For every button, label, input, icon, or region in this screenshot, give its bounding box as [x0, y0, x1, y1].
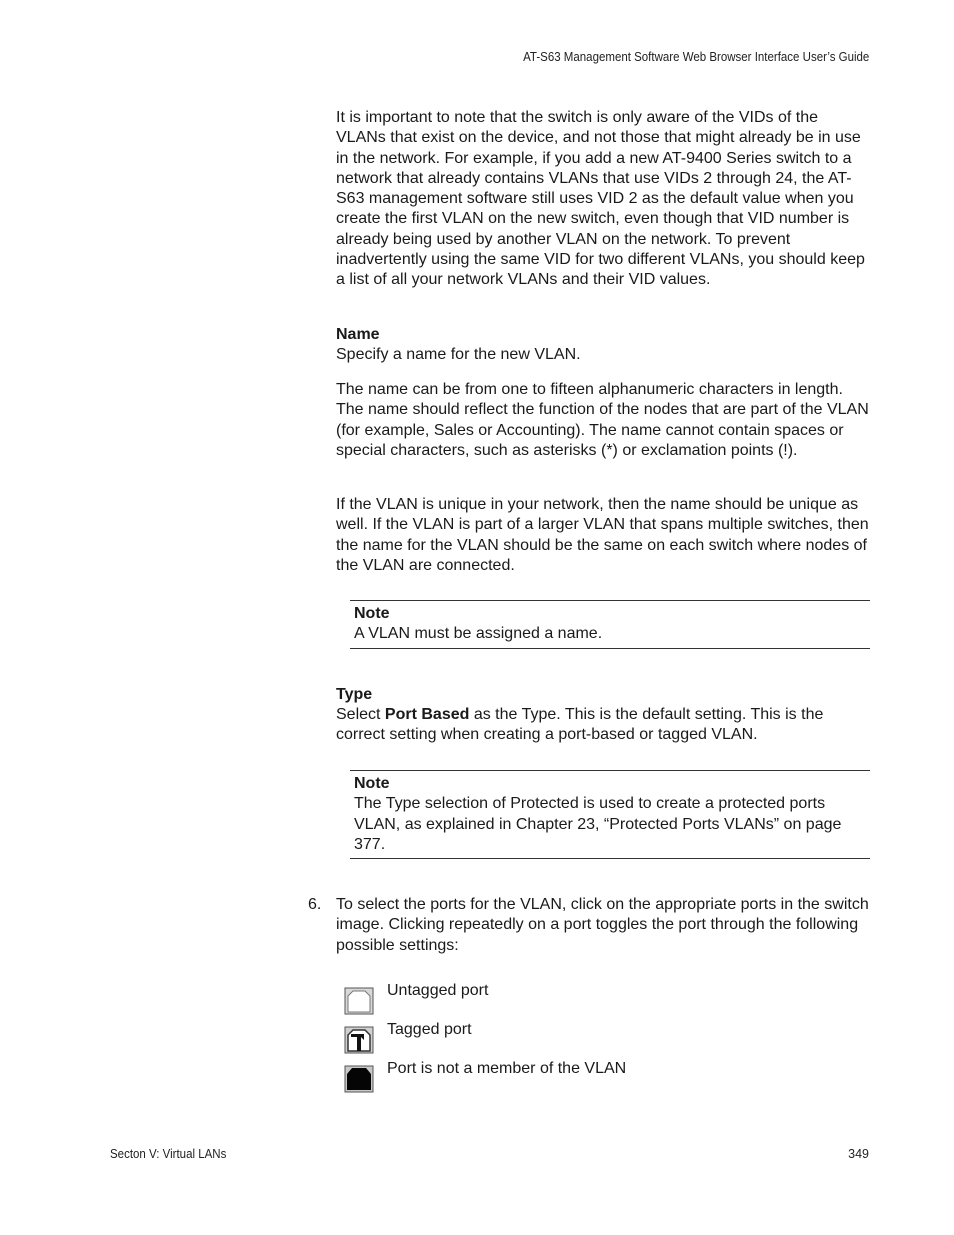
note-box-2	[350, 770, 870, 859]
untagged-port-icon	[344, 987, 374, 1015]
name-description: Specify a name for the new VLAN.	[336, 346, 581, 363]
note-text: The Type selection of Protected is used to create a protected ports VLAN, as explained in Chapter 23, “Protected Ports VLANs” on page 377.	[354, 795, 842, 853]
legend-item-tagged	[344, 1021, 472, 1054]
legend-label: Untagged port	[387, 982, 489, 999]
note-text: A VLAN must be assigned a name.	[354, 625, 603, 643]
step-number: 6.	[308, 896, 322, 913]
type-text-suffix: as the Type. This is the default setting. This is the correct setting when creating a port-based or tagged VLAN.	[336, 706, 824, 744]
type-text-prefix: Select	[336, 706, 385, 723]
legend-item-non-member	[344, 1060, 627, 1093]
name-heading: Name	[336, 326, 380, 343]
type-text-bold: Port Based	[384, 706, 470, 723]
legend-item-untagged	[344, 982, 489, 1015]
name-paragraph-2: If the VLAN is unique in your network, then the name should be unique as well. If the VLAN is part of a larger VLAN that spans multiple switches, then the name for the VLAN should be the same on each switch where nodes of the VLAN are connected.	[336, 496, 869, 574]
legend-label: Port is not a member of the VLAN	[387, 1060, 627, 1077]
intro-paragraph: It is important to note that the switch is only aware of the VIDs of the VLANs that exist on the device, and not those that might already be in use in the network. For example, if you add a new AT-9400 Series switch to a network that already contains VLANs that use VIDs 2 through 24, the AT-S63 management software still uses VID 2 as the default value when you create the first VLAN on the new switch, even though that VID number is already being used by another VLAN on the network. To prevent inadvertently using the same VID for two different VLANs, you should keep a list of all your network VLANs and their VID values.	[336, 109, 865, 289]
legend-label: Tagged port	[387, 1021, 472, 1038]
page-number: 349	[848, 1147, 869, 1161]
note-title: Note	[354, 605, 390, 622]
name-paragraph-1: The name can be from one to fifteen alphanumeric characters in length. The name should reflect the function of the nodes that are part of the VLAN (for example, Sales or Accounting). The name cannot contain spaces or special characters, such as asterisks (*) or exclamation points (!).	[336, 381, 869, 459]
step-text: To select the ports for the VLAN, click on the appropriate ports in the switch image. Clicking repeatedly on a port toggles the port through the following possible settings:	[336, 896, 869, 954]
type-paragraph	[336, 705, 870, 746]
non-member-port-icon	[344, 1065, 374, 1093]
note-title: Note	[354, 775, 390, 792]
tagged-port-icon	[344, 1026, 374, 1054]
footer-section: Secton V: Virtual LANs	[110, 1147, 227, 1161]
running-header: AT-S63 Management Software Web Browser Interface User’s Guide	[522, 50, 869, 64]
note-box-1	[350, 600, 870, 649]
type-heading: Type	[336, 686, 373, 703]
